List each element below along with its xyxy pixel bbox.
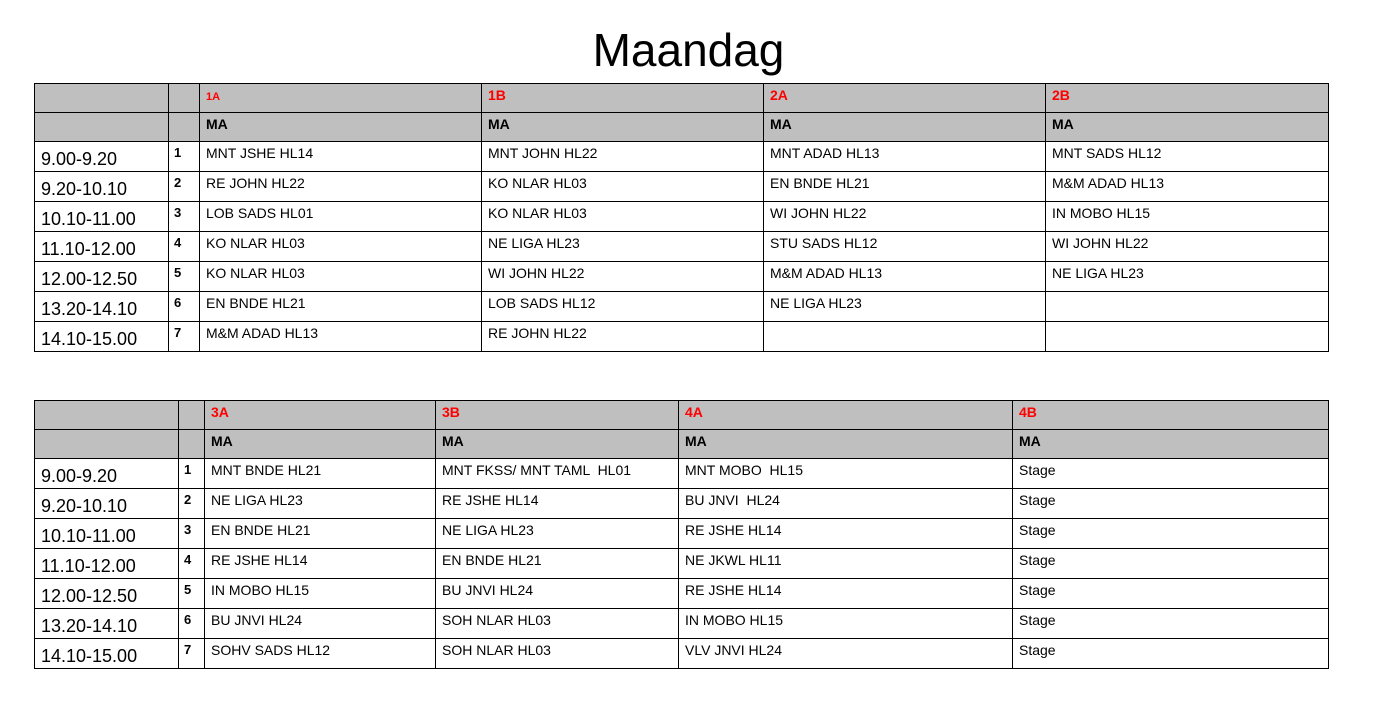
- lesson-cell: [1046, 322, 1329, 352]
- class-header: [482, 84, 764, 113]
- time-slot: 11.10-12.00: [35, 232, 169, 262]
- lesson-cell: RE JSHE HL14: [679, 519, 1013, 549]
- table-row: [35, 639, 1329, 669]
- timetable-1: [34, 83, 1329, 352]
- lesson-cell: MNT MOBO HL15: [679, 459, 1013, 489]
- period-number: 3: [169, 202, 200, 232]
- lesson-cell: RE JOHN HL22: [482, 322, 764, 352]
- class-label: 1B: [488, 87, 506, 103]
- lesson-cell: KO NLAR HL03: [482, 172, 764, 202]
- class-header: [200, 84, 482, 113]
- subject-header: MA: [200, 113, 482, 142]
- period-number: 7: [179, 639, 205, 669]
- time-slot: 14.10-15.00: [35, 322, 169, 352]
- lesson-cell: MNT JSHE HL14: [200, 142, 482, 172]
- class-header: [1046, 84, 1329, 113]
- lesson-cell: Stage: [1013, 459, 1329, 489]
- lesson-cell: Stage: [1013, 609, 1329, 639]
- lesson-cell: KO NLAR HL03: [200, 262, 482, 292]
- lesson-cell: NE LIGA HL23: [764, 292, 1046, 322]
- lesson-cell: M&M ADAD HL13: [764, 262, 1046, 292]
- lesson-cell: MNT BNDE HL21: [205, 459, 436, 489]
- table-row: [35, 459, 1329, 489]
- lesson-cell: BU JNVI HL24: [205, 609, 436, 639]
- time-slot: 9.00-9.20: [35, 142, 169, 172]
- table-row: [35, 519, 1329, 549]
- lesson-cell: WI JOHN HL22: [764, 202, 1046, 232]
- lesson-cell: VLV JNVI HL24: [679, 639, 1013, 669]
- lesson-cell: NE JKWL HL11: [679, 549, 1013, 579]
- class-header-row: [35, 401, 1329, 430]
- lesson-cell: Stage: [1013, 519, 1329, 549]
- lesson-cell: NE LIGA HL23: [436, 519, 679, 549]
- lesson-cell: EN BNDE HL21: [436, 549, 679, 579]
- table-row: [35, 262, 1329, 292]
- lesson-cell: KO NLAR HL03: [482, 202, 764, 232]
- header-blank: [179, 401, 205, 430]
- lesson-cell: MNT FKSS/ MNT TAML HL01: [436, 459, 679, 489]
- header-blank: [169, 113, 200, 142]
- lesson-cell: MNT SADS HL12: [1046, 142, 1329, 172]
- header-blank: [35, 430, 179, 459]
- lesson-cell: STU SADS HL12: [764, 232, 1046, 262]
- subject-header: MA: [1046, 113, 1329, 142]
- subject-header-row: [35, 430, 1329, 459]
- subject-header: MA: [436, 430, 679, 459]
- lesson-cell: WI JOHN HL22: [482, 262, 764, 292]
- period-number: 5: [169, 262, 200, 292]
- lesson-cell: IN MOBO HL15: [679, 609, 1013, 639]
- class-label: 2A: [770, 87, 788, 103]
- table-row: [35, 172, 1329, 202]
- time-slot: 12.00-12.50: [35, 262, 169, 292]
- time-slot: 9.20-10.10: [35, 489, 179, 519]
- lesson-cell: RE JSHE HL14: [205, 549, 436, 579]
- period-number: 6: [179, 609, 205, 639]
- subject-header: MA: [764, 113, 1046, 142]
- class-header: [679, 401, 1013, 430]
- class-header: [764, 84, 1046, 113]
- subject-header-row: [35, 113, 1329, 142]
- period-number: 1: [179, 459, 205, 489]
- table-row: [35, 322, 1329, 352]
- class-label: 3A: [211, 404, 229, 420]
- lesson-cell: SOHV SADS HL12: [205, 639, 436, 669]
- table-row: [35, 489, 1329, 519]
- lesson-cell: NE LIGA HL23: [482, 232, 764, 262]
- time-slot: 12.00-12.50: [35, 579, 179, 609]
- class-header: [205, 401, 436, 430]
- time-slot: 13.20-14.10: [35, 292, 169, 322]
- class-header: [436, 401, 679, 430]
- time-slot: 9.20-10.10: [35, 172, 169, 202]
- time-slot: 14.10-15.00: [35, 639, 179, 669]
- table-row: [35, 549, 1329, 579]
- lesson-cell: M&M ADAD HL13: [1046, 172, 1329, 202]
- lesson-cell: IN MOBO HL15: [205, 579, 436, 609]
- lesson-cell: EN BNDE HL21: [205, 519, 436, 549]
- lesson-cell: Stage: [1013, 549, 1329, 579]
- lesson-cell: RE JSHE HL14: [679, 579, 1013, 609]
- lesson-cell: Stage: [1013, 639, 1329, 669]
- subject-header: MA: [679, 430, 1013, 459]
- lesson-cell: SOH NLAR HL03: [436, 609, 679, 639]
- lesson-cell: WI JOHN HL22: [1046, 232, 1329, 262]
- period-number: 2: [179, 489, 205, 519]
- lesson-cell: SOH NLAR HL03: [436, 639, 679, 669]
- lesson-cell: [1046, 292, 1329, 322]
- table-row: [35, 232, 1329, 262]
- lesson-cell: RE JOHN HL22: [200, 172, 482, 202]
- lesson-cell: NE LIGA HL23: [1046, 262, 1329, 292]
- lesson-cell: RE JSHE HL14: [436, 489, 679, 519]
- time-slot: 10.10-11.00: [35, 202, 169, 232]
- time-slot: 13.20-14.10: [35, 609, 179, 639]
- lesson-cell: LOB SADS HL12: [482, 292, 764, 322]
- lesson-cell: Stage: [1013, 489, 1329, 519]
- period-number: 5: [179, 579, 205, 609]
- lesson-cell: BU JNVI HL24: [436, 579, 679, 609]
- header-blank: [169, 84, 200, 113]
- time-slot: 10.10-11.00: [35, 519, 179, 549]
- class-label: 3B: [442, 404, 460, 420]
- lesson-cell: NE LIGA HL23: [205, 489, 436, 519]
- period-number: 2: [169, 172, 200, 202]
- lesson-cell: MNT ADAD HL13: [764, 142, 1046, 172]
- subject-header: MA: [1013, 430, 1329, 459]
- table-row: [35, 609, 1329, 639]
- lesson-cell: LOB SADS HL01: [200, 202, 482, 232]
- period-number: 4: [179, 549, 205, 579]
- page-title: Maandag: [592, 24, 785, 76]
- subject-header: MA: [482, 113, 764, 142]
- period-number: 7: [169, 322, 200, 352]
- class-label: 4A: [685, 404, 703, 420]
- class-header: [1013, 401, 1329, 430]
- header-blank: [35, 84, 169, 113]
- period-number: 4: [169, 232, 200, 262]
- lesson-cell: KO NLAR HL03: [200, 232, 482, 262]
- lesson-cell: MNT JOHN HL22: [482, 142, 764, 172]
- header-blank: [35, 401, 179, 430]
- lesson-cell: Stage: [1013, 579, 1329, 609]
- lesson-cell: M&M ADAD HL13: [200, 322, 482, 352]
- period-number: 6: [169, 292, 200, 322]
- table-row: [35, 202, 1329, 232]
- header-blank: [179, 430, 205, 459]
- period-number: 1: [169, 142, 200, 172]
- class-label: 1A: [206, 91, 221, 103]
- period-number: 3: [179, 519, 205, 549]
- header-blank: [35, 113, 169, 142]
- time-slot: 11.10-12.00: [35, 549, 179, 579]
- class-label: 4B: [1019, 404, 1037, 420]
- subject-header: MA: [205, 430, 436, 459]
- table-row: [35, 142, 1329, 172]
- class-header-row: [35, 84, 1329, 113]
- lesson-cell: IN MOBO HL15: [1046, 202, 1329, 232]
- lesson-cell: EN BNDE HL21: [200, 292, 482, 322]
- timetable-2: [34, 400, 1329, 669]
- table-row: [35, 292, 1329, 322]
- lesson-cell: BU JNVI HL24: [679, 489, 1013, 519]
- lesson-cell: [764, 322, 1046, 352]
- lesson-cell: EN BNDE HL21: [764, 172, 1046, 202]
- time-slot: 9.00-9.20: [35, 459, 179, 489]
- class-label: 2B: [1052, 87, 1070, 103]
- table-row: [35, 579, 1329, 609]
